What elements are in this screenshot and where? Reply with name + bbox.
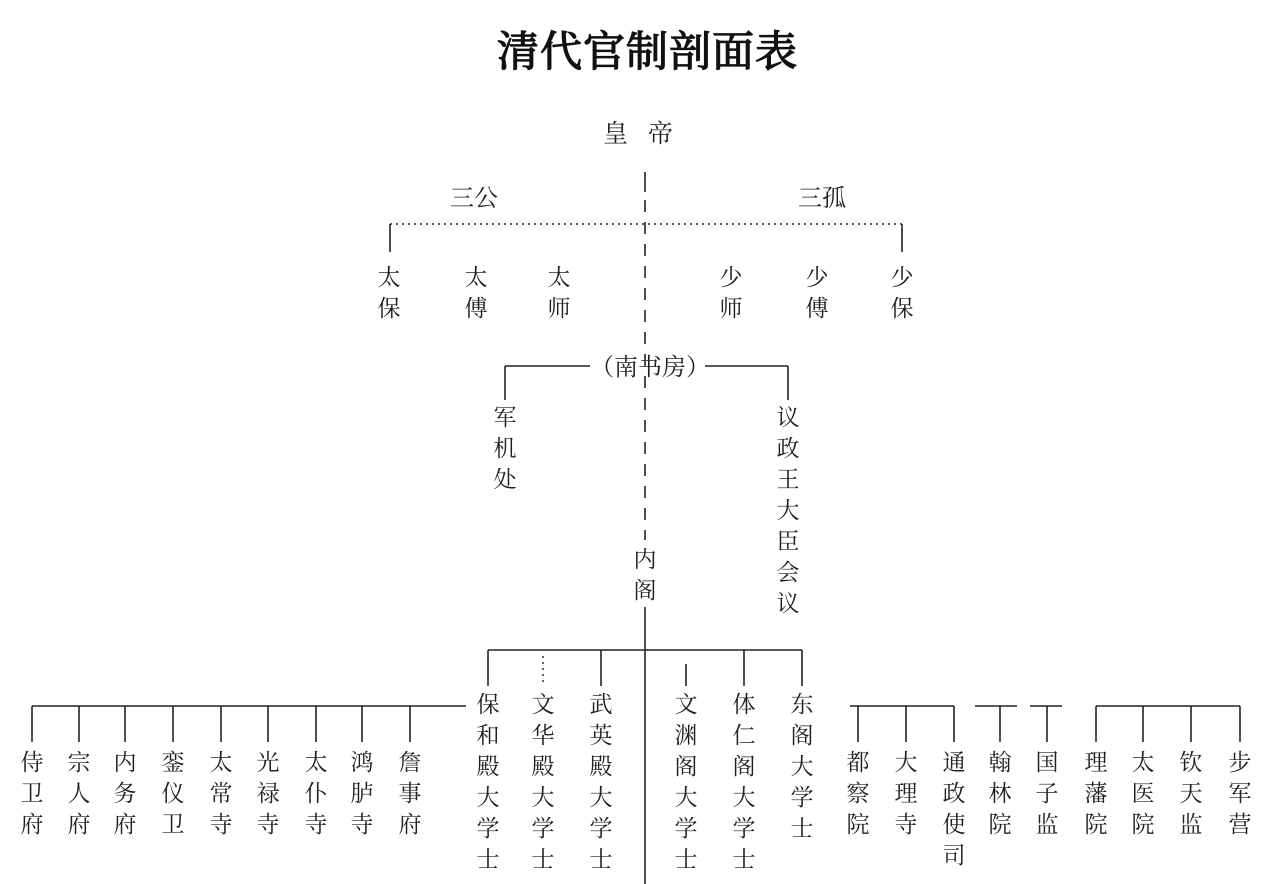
right-office-1: 都察院	[846, 750, 870, 838]
three-gu-label: 三孤	[798, 184, 846, 212]
grand-secretary-4: 文渊阁大学士	[674, 692, 698, 873]
left-office-6: 光禄寺	[256, 750, 280, 838]
grand-council-label: 军机处	[493, 405, 517, 493]
right-office-4: 翰林院	[988, 750, 1012, 838]
right-office-6: 理藩院	[1084, 750, 1108, 838]
three-gu-member-3: 少保	[890, 265, 914, 322]
right-office-3: 通政使司	[942, 750, 966, 869]
deliberative-council-label: 议政王大臣会议	[776, 405, 800, 617]
right-office-8: 钦天监	[1179, 750, 1203, 838]
left-office-8: 鸿胪寺	[350, 750, 374, 838]
three-gong-member-2: 太傅	[464, 265, 488, 322]
right-office-9: 步军营	[1228, 750, 1252, 838]
chart-title: 清代官制剖面表	[496, 27, 798, 76]
emperor-label: 皇 帝	[603, 119, 679, 148]
grand-secretary-5: 体仁阁大学士	[732, 692, 756, 873]
three-gu-member-2: 少傅	[805, 265, 829, 322]
left-office-7: 太仆寺	[304, 750, 328, 838]
left-office-4: 銮仪卫	[161, 750, 185, 838]
left-office-1: 侍卫府	[20, 750, 44, 838]
three-gong-member-1: 太保	[377, 265, 401, 322]
grand-secretary-3: 武英殿大学士	[589, 692, 613, 873]
grand-secretary-1: 保和殿大学士	[476, 692, 500, 873]
left-office-5: 太常寺	[209, 750, 233, 838]
three-gong-member-3: 太师	[547, 265, 571, 322]
grand-secretary-6: 东阁大学士	[790, 692, 814, 842]
left-office-2: 宗人府	[67, 750, 91, 838]
left-office-3: 内务府	[113, 750, 137, 838]
right-office-2: 大理寺	[894, 750, 918, 838]
three-gu-member-1: 少师	[719, 265, 743, 322]
grand-secretariat-label: 内阁	[631, 545, 659, 607]
grand-secretary-2: 文华殿大学士	[531, 692, 555, 873]
right-office-7: 太医院	[1131, 750, 1155, 838]
right-office-5: 国子监	[1035, 750, 1059, 838]
three-gong-label: 三公	[450, 184, 498, 212]
south-study-label: （南书房）	[590, 353, 710, 381]
left-office-9: 詹事府	[398, 750, 422, 838]
